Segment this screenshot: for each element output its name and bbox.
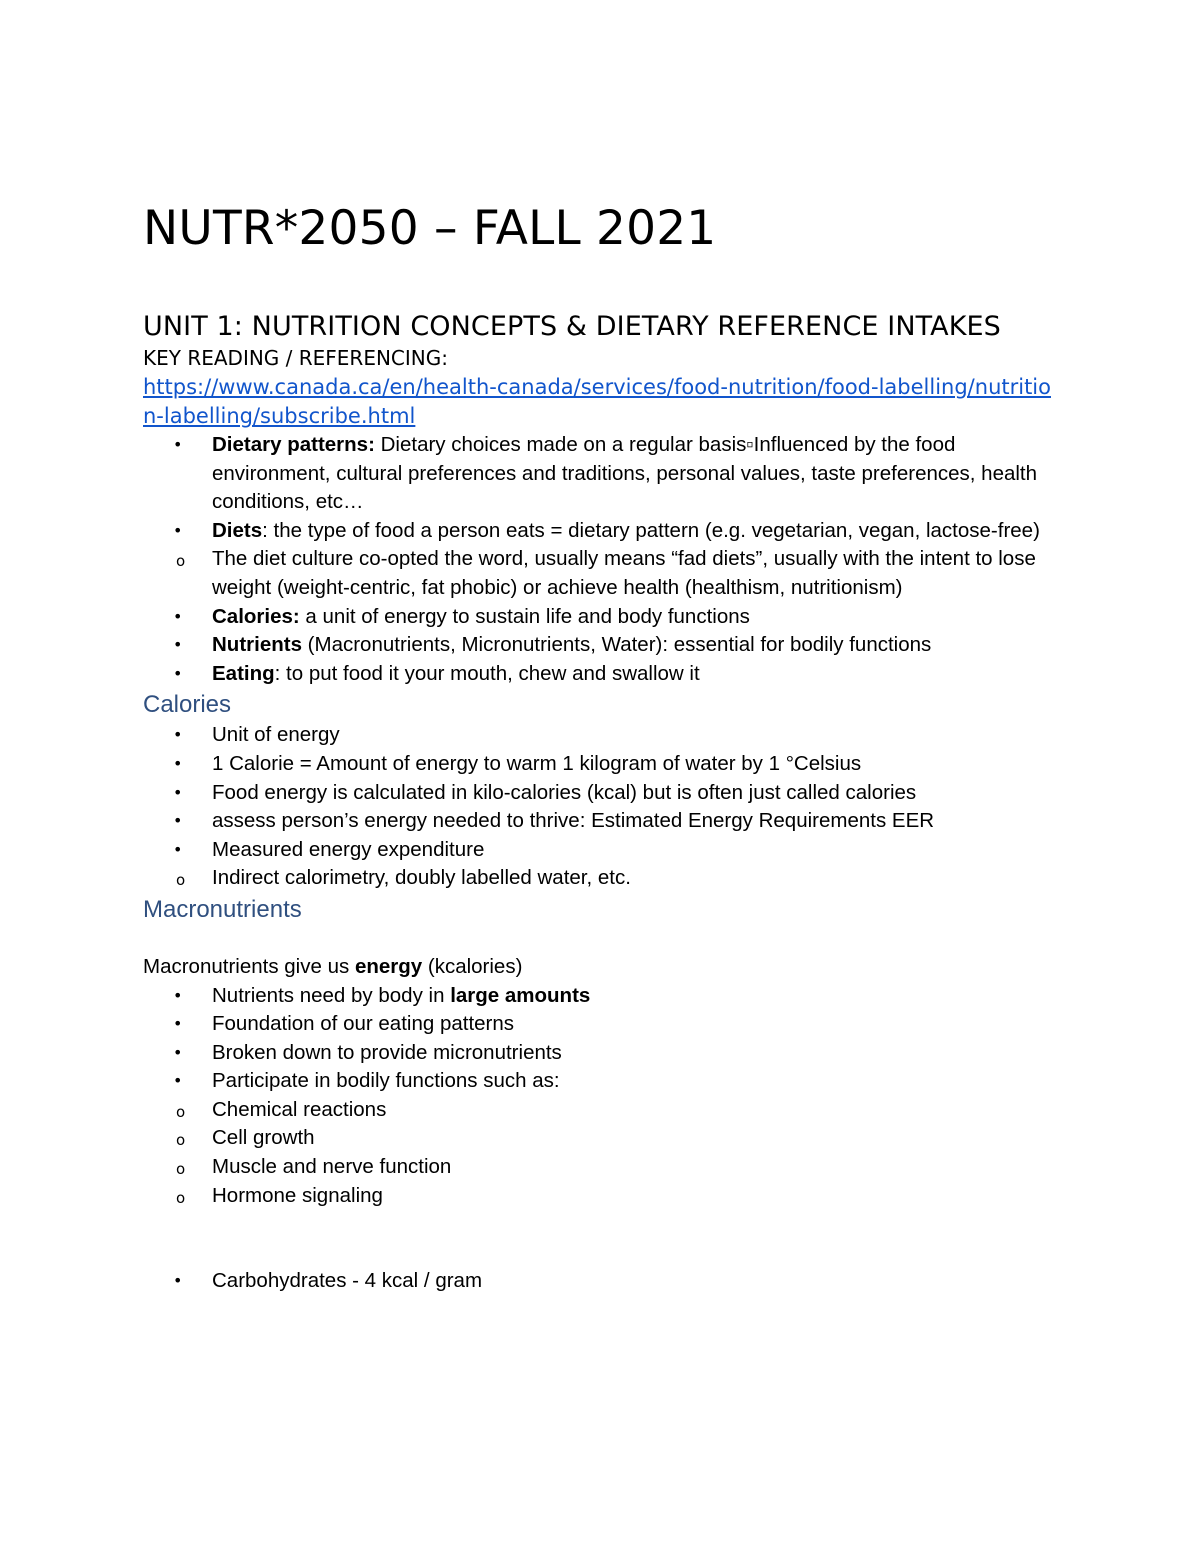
- list-item: [143, 1039, 1063, 1068]
- term-definition: Dietary choices made on a regular basis▫Influenced by the food environment, cultural preferences and traditions, personal values, taste preferences, health conditions, etc…: [212, 433, 1038, 514]
- list-item: [143, 603, 1063, 632]
- intro-bold: energy: [354, 954, 423, 978]
- list-item: [143, 1124, 1063, 1153]
- list-item: [143, 1182, 1063, 1211]
- key-reading-label: KEY READING / REFERENCING:: [143, 346, 448, 370]
- list-item: [143, 660, 1063, 689]
- macronutrients-intro: [143, 953, 1063, 982]
- list-item-text: Nutrients need by body in: [212, 983, 451, 1007]
- list-item-text: Unit of energy: [212, 723, 340, 747]
- list-item-text: Foundation of our eating patterns: [212, 1012, 515, 1036]
- list-item-text: Participate in bodily functions such as:: [212, 1069, 560, 1093]
- list-item-text: assess person’s energy needed to thrive: Estimated Energy Requirements EER: [212, 809, 935, 833]
- list-item-text: Carbohydrates - 4 kcal / gram: [212, 1269, 483, 1293]
- term-label: Calories:: [212, 604, 300, 628]
- bullet-marker: •: [173, 985, 183, 1005]
- list-item: [143, 807, 1063, 836]
- list-item: [143, 982, 1063, 1011]
- bullet-marker: •: [173, 520, 183, 540]
- bullet-marker: •: [173, 1042, 183, 1062]
- term-label: Dietary patterns:: [212, 433, 375, 456]
- calories-list: [143, 721, 1063, 893]
- list-item: [143, 1010, 1063, 1039]
- list-item: [143, 721, 1063, 750]
- macronutrients-list: [143, 982, 1063, 1211]
- list-item-text: Measured energy expenditure: [212, 837, 485, 861]
- intro-list: [143, 431, 1063, 688]
- list-item-text: Chemical reactions: [212, 1097, 387, 1121]
- document-title: NUTR*2050 – FALL 2021: [143, 201, 717, 256]
- bullet-marker: •: [173, 1014, 183, 1034]
- term-definition: The diet culture co-opted the word, usually means “fad diets”, usually with the intent to lose weight (weight-centric, fat phobic) or achieve health (healthism, nutritionism): [212, 547, 1036, 599]
- term-definition: : to put food it your mouth, chew and swallow it: [274, 661, 700, 685]
- bullet-marker: •: [173, 663, 183, 683]
- bullet-marker: •: [173, 753, 183, 773]
- reference-link[interactable]: https://www.canada.ca/en/health-canada/services/food-nutrition/food-labelling/nutrition-labelling/subscribe.html: [143, 375, 1051, 428]
- term-label: Eating: [212, 661, 275, 685]
- bullet-marker: •: [173, 435, 183, 454]
- list-item: [143, 517, 1063, 546]
- list-item-bold: large amounts: [450, 983, 591, 1007]
- list-item: [143, 864, 1063, 893]
- macronutrient-types-list: [143, 1267, 1063, 1296]
- bullet-marker: •: [173, 811, 183, 831]
- list-item: [143, 836, 1063, 865]
- circle-marker: o: [176, 552, 186, 571]
- list-item: [143, 631, 1063, 660]
- list-item-text: Indirect calorimetry, doubly labelled water, etc.: [212, 866, 631, 890]
- term-definition: a unit of energy to sustain life and body functions: [299, 604, 750, 628]
- bullet-marker: •: [173, 725, 183, 745]
- list-item: [143, 1096, 1063, 1125]
- macronutrients-heading: Macronutrients: [143, 895, 302, 923]
- bullet-marker: •: [173, 839, 183, 859]
- list-item-text: Food energy is calculated in kilo-calories (kcal) but is often just called calories: [212, 780, 917, 804]
- list-item-text: 1 Calorie = Amount of energy to warm 1 kilogram of water by 1 °Celsius: [212, 751, 862, 775]
- bullet-marker: •: [173, 782, 183, 802]
- term-label: Diets: [212, 518, 263, 542]
- calories-heading: Calories: [143, 691, 232, 719]
- bullet-marker: •: [173, 635, 183, 655]
- list-item: [143, 1067, 1063, 1096]
- list-item-text: Cell growth: [212, 1126, 315, 1150]
- circle-marker: o: [176, 1131, 186, 1150]
- list-item-text: Hormone signaling: [212, 1183, 383, 1207]
- bullet-marker: •: [173, 606, 183, 626]
- term-label: Nutrients: [212, 633, 302, 657]
- list-item: [143, 750, 1063, 779]
- list-item: [143, 779, 1063, 808]
- vertical-spacer: [143, 1210, 1063, 1267]
- circle-marker: o: [176, 1188, 186, 1207]
- circle-marker: o: [176, 1102, 186, 1121]
- list-item: [143, 1153, 1063, 1182]
- list-item-text: Broken down to provide micronutrients: [212, 1040, 562, 1064]
- term-definition: : the type of food a person eats = dietary pattern (e.g. vegetarian, vegan, lactose-free): [262, 518, 1040, 542]
- intro-text-end: (kcalories): [422, 954, 523, 978]
- list-item: [143, 431, 1063, 517]
- bullet-marker: •: [173, 1071, 183, 1091]
- unit-heading: UNIT 1: NUTRITION CONCEPTS & DIETARY REFERENCE INTAKES: [143, 311, 1001, 342]
- list-item: [143, 545, 1063, 602]
- circle-marker: o: [176, 1160, 186, 1179]
- document-content: [143, 196, 1063, 1296]
- intro-text: Macronutrients give us: [143, 954, 355, 978]
- term-definition: (Macronutrients, Micronutrients, Water): essential for bodily functions: [301, 633, 932, 657]
- circle-marker: o: [176, 871, 186, 890]
- list-item-text: Muscle and nerve function: [212, 1155, 452, 1179]
- list-item: [143, 1267, 1063, 1296]
- bullet-marker: •: [173, 1271, 183, 1291]
